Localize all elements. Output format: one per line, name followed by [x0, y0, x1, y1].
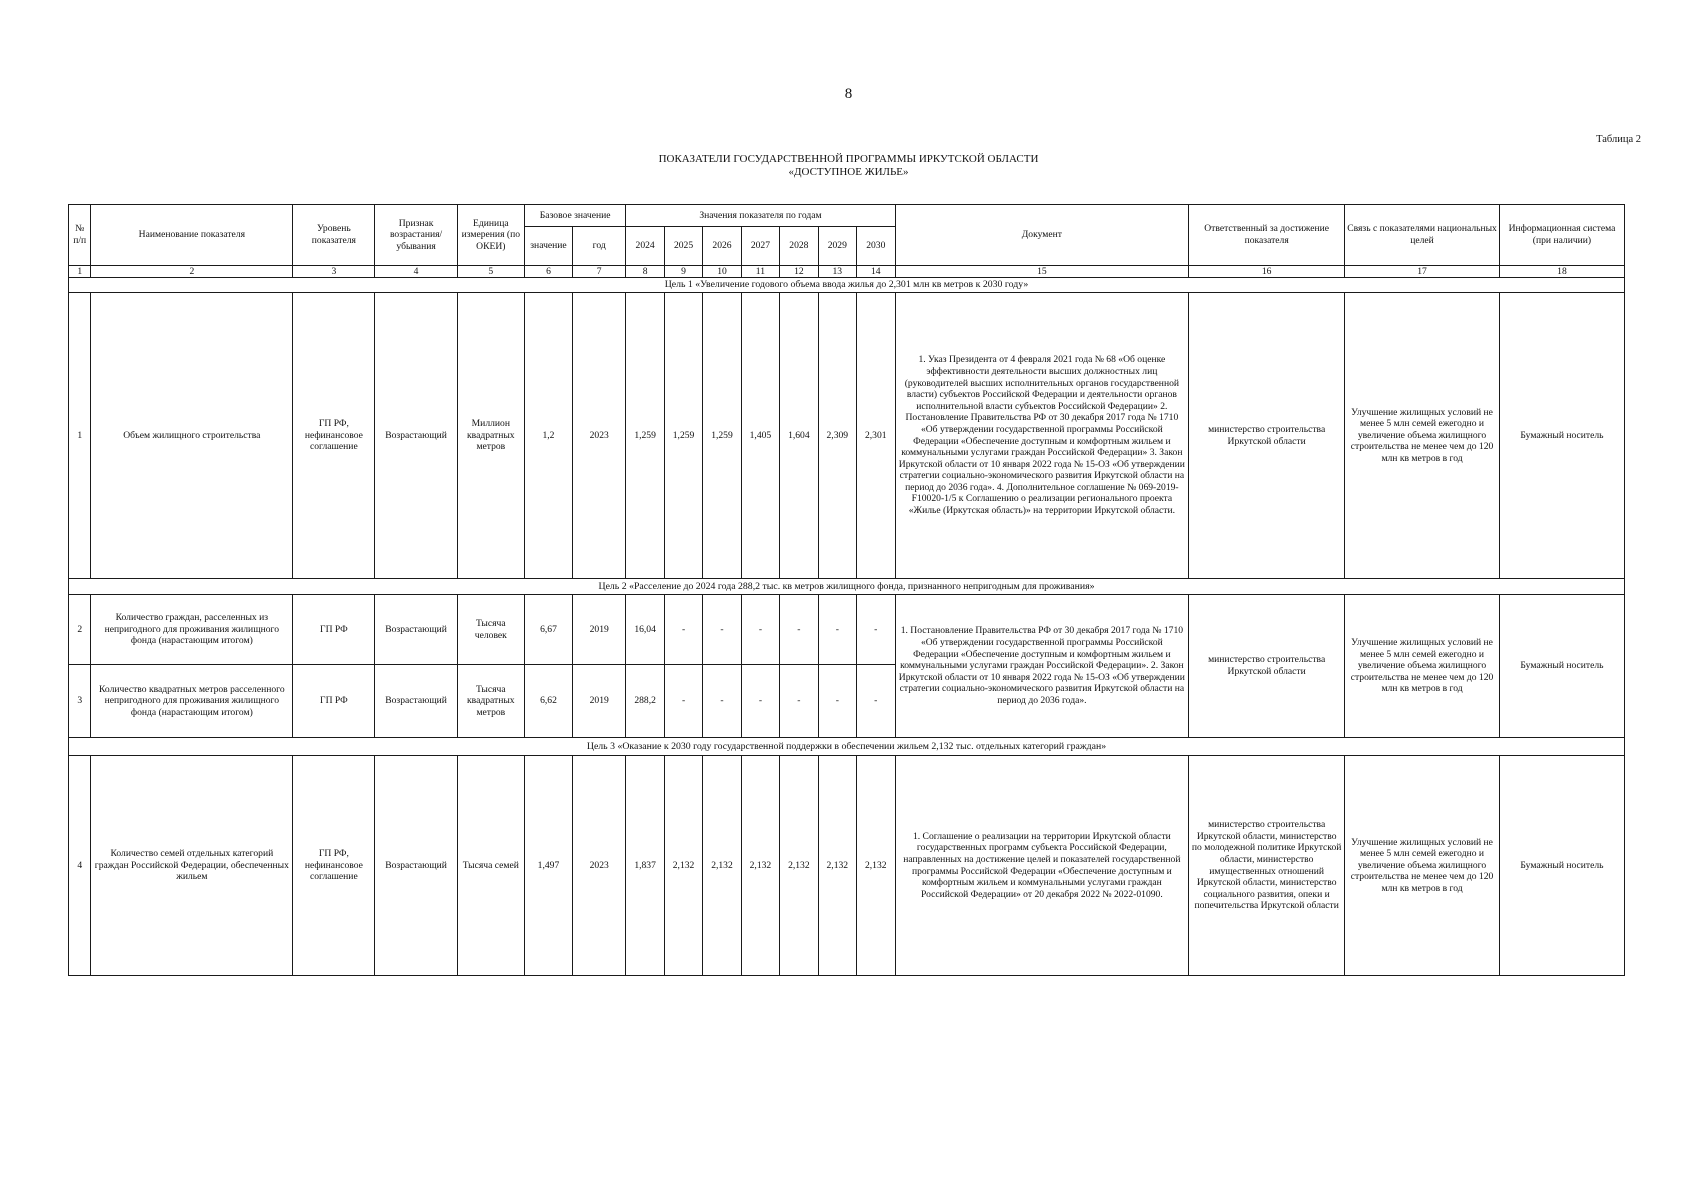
- column-number: 5: [457, 266, 524, 278]
- year-value: -: [818, 595, 856, 665]
- year-value: -: [780, 595, 818, 665]
- indicator-level: ГП РФ, нефинансовое соглашение: [293, 293, 375, 579]
- column-number: 6: [524, 266, 572, 278]
- year-value: -: [664, 665, 702, 738]
- base-value: 1,497: [524, 756, 572, 976]
- column-number: 3: [293, 266, 375, 278]
- header-base-year: год: [573, 227, 626, 266]
- row-num: 2: [69, 595, 91, 665]
- table-row: [69, 756, 1625, 976]
- indicator-name: Количество квадратных метров расселенного непригодного для проживания жилищного фонда (нарастающим итогом): [91, 665, 293, 738]
- table-row: [69, 293, 1625, 579]
- base-value: 6,62: [524, 665, 572, 738]
- header-row-1: [69, 205, 1625, 227]
- year-value: 288,2: [626, 665, 664, 738]
- table-row: [69, 595, 1625, 665]
- column-number: 8: [626, 266, 664, 278]
- row-num: 1: [69, 293, 91, 579]
- indicator-level: ГП РФ, нефинансовое соглашение: [293, 756, 375, 976]
- year-value: -: [703, 665, 741, 738]
- goal-row-2: [69, 579, 1625, 595]
- column-number: 17: [1345, 266, 1500, 278]
- year-value: -: [741, 665, 779, 738]
- header-year: 2027: [741, 227, 779, 266]
- indicator-document: 1. Постановление Правительства РФ от 30 декабря 2017 года № 1710 «Об утверждении государственной программы Российской Федерации «Обеспечение доступным и комфортным жильем и коммунальными услугами граждан Российской Федерации». 2. Закон Иркутской области от 10 января 2022 года № 15-ОЗ «Об утверждении стратегии социально-экономического развития Иркутской области на период до 2036 года».: [895, 595, 1189, 738]
- year-value: 16,04: [626, 595, 664, 665]
- year-value: -: [857, 595, 896, 665]
- header-year: 2028: [780, 227, 818, 266]
- responsible-body: министерство строительства Иркутской области: [1189, 293, 1345, 579]
- row-num: 3: [69, 665, 91, 738]
- year-value: -: [857, 665, 896, 738]
- year-value: 2,132: [703, 756, 741, 976]
- header-num: № п/п: [69, 205, 91, 266]
- column-number: 9: [664, 266, 702, 278]
- indicator-name: Количество семей отдельных категорий граждан Российской Федерации, обеспеченных жильем: [91, 756, 293, 976]
- year-value: 2,132: [857, 756, 896, 976]
- year-value: 1,405: [741, 293, 779, 579]
- goal-2: Цель 2 «Расселение до 2024 года 288,2 тыс. кв метров жилищного фонда, признанного непригодным для проживания»: [69, 579, 1625, 595]
- header-year: 2029: [818, 227, 856, 266]
- header-year: 2024: [626, 227, 664, 266]
- table-label: Таблица 2: [1596, 134, 1641, 145]
- year-value: 2,132: [818, 756, 856, 976]
- title-line-1: ПОКАЗАТЕЛИ ГОСУДАРСТВЕННОЙ ПРОГРАММЫ ИРКУТСКОЙ ОБЛАСТИ: [658, 153, 1039, 165]
- national-goal-link: Улучшение жилищных условий не менее 5 млн семей ежегодно и увеличение объема жилищного строительства не менее чем до 120 млн кв метров в год: [1345, 293, 1500, 579]
- base-value: 1,2: [524, 293, 572, 579]
- indicator-document: 1. Указ Президента от 4 февраля 2021 года № 68 «Об оценке эффективности деятельности высших должностных лиц (руководителей высших исполнительных органов государственной власти) субъектов Российской Федерации и деятельности органов исполнительной власти субъектов Российской Федерации» 2. Постановление Правительства РФ от 30 декабря 2017 года № 1710 «Об утверждении государственной программы Российской Федерации «Обеспечение доступным и комфортным жильем и коммунальными услугами граждан Российской Федерации» 3. Закон Иркутской области от 10 января 2022 года № 15-ОЗ «Об утверждении стратегии социально-экономического развития Иркутской области на период до 2036 года». 4. Дополнительное соглашение № 069-2019-F10020-1/5 к Соглашению о реализации регионального проекта «Жилье (Иркутская область)» на территории Иркутской области.: [895, 293, 1189, 579]
- indicator-trend: Возрастающий: [375, 756, 457, 976]
- national-goal-link: Улучшение жилищных условий не менее 5 млн семей ежегодно и увеличение объема жилищного строительства не менее чем до 120 млн кв метров в год: [1345, 756, 1500, 976]
- column-number: 18: [1499, 266, 1624, 278]
- base-value: 6,67: [524, 595, 572, 665]
- indicator-level: ГП РФ: [293, 665, 375, 738]
- year-value: 1,259: [664, 293, 702, 579]
- column-number: 13: [818, 266, 856, 278]
- column-number: 7: [573, 266, 626, 278]
- goal-row-1: [69, 278, 1625, 293]
- year-value: -: [818, 665, 856, 738]
- indicators-table: [68, 204, 1625, 976]
- year-value: -: [703, 595, 741, 665]
- information-system: Бумажный носитель: [1499, 595, 1624, 738]
- base-year: 2023: [573, 293, 626, 579]
- header-link: Связь с показателями национальных целей: [1345, 205, 1500, 266]
- header-name: Наименование показателя: [91, 205, 293, 266]
- year-value: 1,259: [626, 293, 664, 579]
- column-number: 1: [69, 266, 91, 278]
- indicator-trend: Возрастающий: [375, 293, 457, 579]
- year-value: 2,132: [780, 756, 818, 976]
- column-number: 14: [857, 266, 896, 278]
- column-number: 12: [780, 266, 818, 278]
- indicator-unit: Тысяча человек: [457, 595, 524, 665]
- responsible-body: министерство строительства Иркутской области: [1189, 595, 1345, 738]
- base-year: 2019: [573, 665, 626, 738]
- indicator-trend: Возрастающий: [375, 665, 457, 738]
- column-number-row: [69, 266, 1625, 278]
- year-value: 1,259: [703, 293, 741, 579]
- indicator-document: 1. Соглашение о реализации на территории Иркутской области государственных программ субъекта Российской Федерации, направленных на достижение целей и показателей государственной программы Российской Федерации «Обеспечение доступным и комфортным жильем и коммунальными услугами граждан Российской Федерации» от 20 декабря 2022 № 2022-01090.: [895, 756, 1189, 976]
- indicator-name: Объем жилищного строительства: [91, 293, 293, 579]
- indicator-unit: Тысяча квадратных метров: [457, 665, 524, 738]
- column-number: 10: [703, 266, 741, 278]
- goal-3: Цель 3 «Оказание к 2030 году государственной поддержки в обеспечении жильем 2,132 тыс. отдельных категорий граждан»: [69, 738, 1625, 756]
- responsible-body: министерство строительства Иркутской области, министерство по молодежной политике Иркутской области, министерство имущественных отношений Иркутской области, министерство социального развития, опеки и попечительства Иркутской области: [1189, 756, 1345, 976]
- year-value: 2,132: [741, 756, 779, 976]
- header-year: 2026: [703, 227, 741, 266]
- column-number: 11: [741, 266, 779, 278]
- column-number: 15: [895, 266, 1189, 278]
- base-year: 2019: [573, 595, 626, 665]
- page-number: 8: [844, 86, 853, 102]
- information-system: Бумажный носитель: [1499, 293, 1624, 579]
- indicator-trend: Возрастающий: [375, 595, 457, 665]
- column-number: 4: [375, 266, 457, 278]
- header-year: 2030: [857, 227, 896, 266]
- indicator-unit: Миллион квадратных метров: [457, 293, 524, 579]
- header-document: Документ: [895, 205, 1189, 266]
- header-years-group: Значения показателя по годам: [626, 205, 895, 227]
- year-value: 1,604: [780, 293, 818, 579]
- indicator-unit: Тысяча семей: [457, 756, 524, 976]
- goal-1: Цель 1 «Увеличение годового объема ввода жилья до 2,301 млн кв метров к 2030 году»: [69, 278, 1625, 293]
- base-year: 2023: [573, 756, 626, 976]
- indicator-level: ГП РФ: [293, 595, 375, 665]
- header-responsible: Ответственный за достижение показателя: [1189, 205, 1345, 266]
- goal-row-3: [69, 738, 1625, 756]
- national-goal-link: Улучшение жилищных условий не менее 5 млн семей ежегодно и увеличение объема жилищного строительства не менее чем до 120 млн кв метров в год: [1345, 595, 1500, 738]
- year-value: 2,309: [818, 293, 856, 579]
- header-infosys: Информационная система (при наличии): [1499, 205, 1624, 266]
- year-value: 1,837: [626, 756, 664, 976]
- header-year: 2025: [664, 227, 702, 266]
- header-unit: Единица измерения (по ОКЕИ): [457, 205, 524, 266]
- column-number: 16: [1189, 266, 1345, 278]
- column-number: 2: [91, 266, 293, 278]
- title-line-2: «ДОСТУПНОЕ ЖИЛЬЕ»: [788, 166, 909, 178]
- header-trend: Признак возрастания/убывания: [375, 205, 457, 266]
- row-num: 4: [69, 756, 91, 976]
- document-title: [0, 153, 1697, 179]
- year-value: -: [780, 665, 818, 738]
- indicator-name: Количество граждан, расселенных из непригодного для проживания жилищного фонда (нарастающим итогом): [91, 595, 293, 665]
- year-value: -: [741, 595, 779, 665]
- year-value: -: [664, 595, 702, 665]
- header-base: Базовое значение: [524, 205, 625, 227]
- header-level: Уровень показателя: [293, 205, 375, 266]
- header-base-value: значение: [524, 227, 572, 266]
- year-value: 2,301: [857, 293, 896, 579]
- information-system: Бумажный носитель: [1499, 756, 1624, 976]
- year-value: 2,132: [664, 756, 702, 976]
